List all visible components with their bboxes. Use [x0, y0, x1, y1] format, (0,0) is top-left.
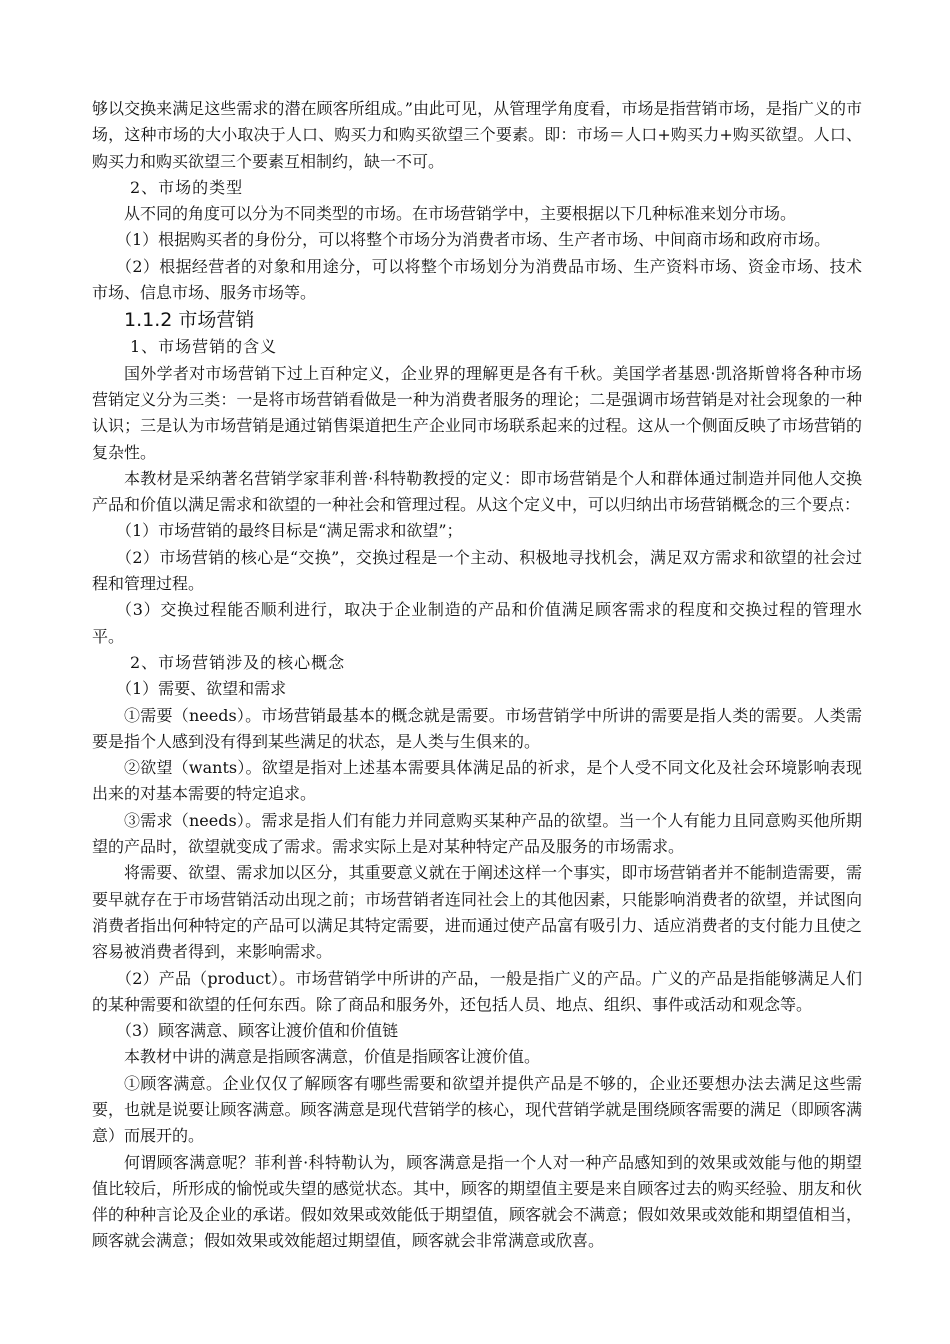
- section-heading: 1.1.2 市场营销: [124, 309, 255, 332]
- paragraph: （1）市场营销的最终目标是“满足需求和欲望”；: [116, 521, 463, 541]
- paragraph: 国外学者对市场营销下过上百种定义，企业界的理解更是各有千秋。美国学者基恩·凯洛斯曾将各种市场营销定义分为三类：一是将市场营销看做是一种为消费者服务的理论；二是强调市场营销是对社会现象的一种认识；三是认为市场营销是通过销售渠道把生产企业同市场联系起来的过程。这从一个侧面反映了市场营销的复杂性。: [92, 363, 862, 462]
- paragraph: 本教材是采纳著名营销学家菲利普·科特勒教授的定义：即市场营销是个人和群体通过制造并同他人交换产品和价值以满足需求和欲望的一种社会和管理过程。从这个定义中，可以归纳出市场营销概念的三个要点：: [92, 468, 862, 515]
- paragraph: ①需要（needs）。市场营销最基本的概念就是需要。市场营销学中所讲的需要是指人类的需要。人类需要是指个人感到没有得到某些满足的状态，是人类与生俱来的。: [92, 705, 862, 751]
- paragraph: （3）顾客满意、顾客让渡价值和价值链: [116, 1021, 399, 1041]
- paragraph: 从不同的角度可以分为不同类型的市场。在市场营销学中，主要根据以下几种标准来划分市场。: [124, 204, 797, 224]
- subheading-core-concepts: 2、市场营销涉及的核心概念: [130, 652, 346, 672]
- paragraph: （2）产品（product）。市场营销学中所讲的产品，一般是指广义的产品。广义的产品是指能够满足人们的某种需要和欲望的任何东西。除了商品和服务外，还包括人员、地点、组织、事件或活动和观念等。: [92, 968, 862, 1014]
- paragraph: ③需求（needs）。需求是指人们有能力并同意购买某种产品的欲望。当一个人有能力且同意购买他所期望的产品时，欲望就变成了需求。需求实际上是对某种特定产品及服务的市场需求。: [92, 810, 862, 857]
- subheading-market-types: 2、市场的类型: [130, 177, 244, 197]
- paragraph: （1）需要、欲望和需求: [116, 679, 287, 699]
- paragraph: （3）交换过程能否顺利进行，取决于企业制造的产品和价值满足顾客需求的程度和交换过程的管理水平。: [92, 600, 862, 646]
- document-body: [92, 96, 862, 1255]
- paragraph: 够以交换来满足这些需求的潜在顾客所组成。”由此可见，从管理学角度看，市场是指营销市场，是指广义的市场，这种市场的大小取决于人口、购买力和购买欲望三个要素。即：市场＝人口+购买力+购买欲望。人口、购买力和购买欲望三个要素互相制约，缺一不可。: [92, 99, 862, 171]
- paragraph: ①顾客满意。企业仅仅了解顾客有哪些需要和欲望并提供产品是不够的，企业还要想办法去满足这些需要，也就是说要让顾客满意。顾客满意是现代营销学的核心，现代营销学就是围绕顾客需要的满足（即顾客满意）而展开的。: [92, 1073, 862, 1146]
- paragraph: ②欲望（wants）。欲望是指对上述基本需要具体满足品的祈求，是个人受不同文化及社会环境影响表现出来的对基本需要的特定追求。: [92, 758, 862, 804]
- paragraph: 将需要、欲望、需求加以区分，其重要意义就在于阐述这样一个事实，即市场营销者并不能制造需要，需要早就存在于市场营销活动出现之前；市场营销者连同社会上的其他因素，只能影响消费者的欲望，并试图向消费者指出何种特定的产品可以满足其特定需要，进而通过使产品富有吸引力、适应消费者的支付能力且使之容易被消费者得到，来影响需求。: [92, 863, 862, 962]
- subheading-marketing-meaning: 1、市场营销的含义: [130, 337, 278, 357]
- paragraph: （2）市场营销的核心是“交换”，交换过程是一个主动、积极地寻找机会，满足双方需求和欲望的社会过程和管理过程。: [92, 547, 862, 594]
- paragraph: 何谓顾客满意呢？菲利普·科特勒认为，顾客满意是指一个人对一种产品感知到的效果或效能与他的期望值比较后，所形成的愉悦或失望的感觉状态。其中，顾客的期望值主要是来自顾客过去的购买经验、朋友和伙伴的种种言论及企业的承诺。假如效果或效能低于期望值，顾客就会不满意；假如效果或效能和期望值相当，顾客就会满意；假如效果或效能超过期望值，顾客就会非常满意或欣喜。: [92, 1152, 862, 1251]
- paragraph: 本教材中讲的满意是指顾客满意，价值是指顾客让渡价值。: [124, 1047, 541, 1067]
- paragraph: （2）根据经营者的对象和用途分，可以将整个市场划分为消费品市场、生产资料市场、资金市场、技术市场、信息市场、服务市场等。: [92, 256, 862, 303]
- paragraph: （1）根据购买者的身份分，可以将整个市场分为消费者市场、生产者市场、中间商市场和政府市场。: [116, 230, 831, 250]
